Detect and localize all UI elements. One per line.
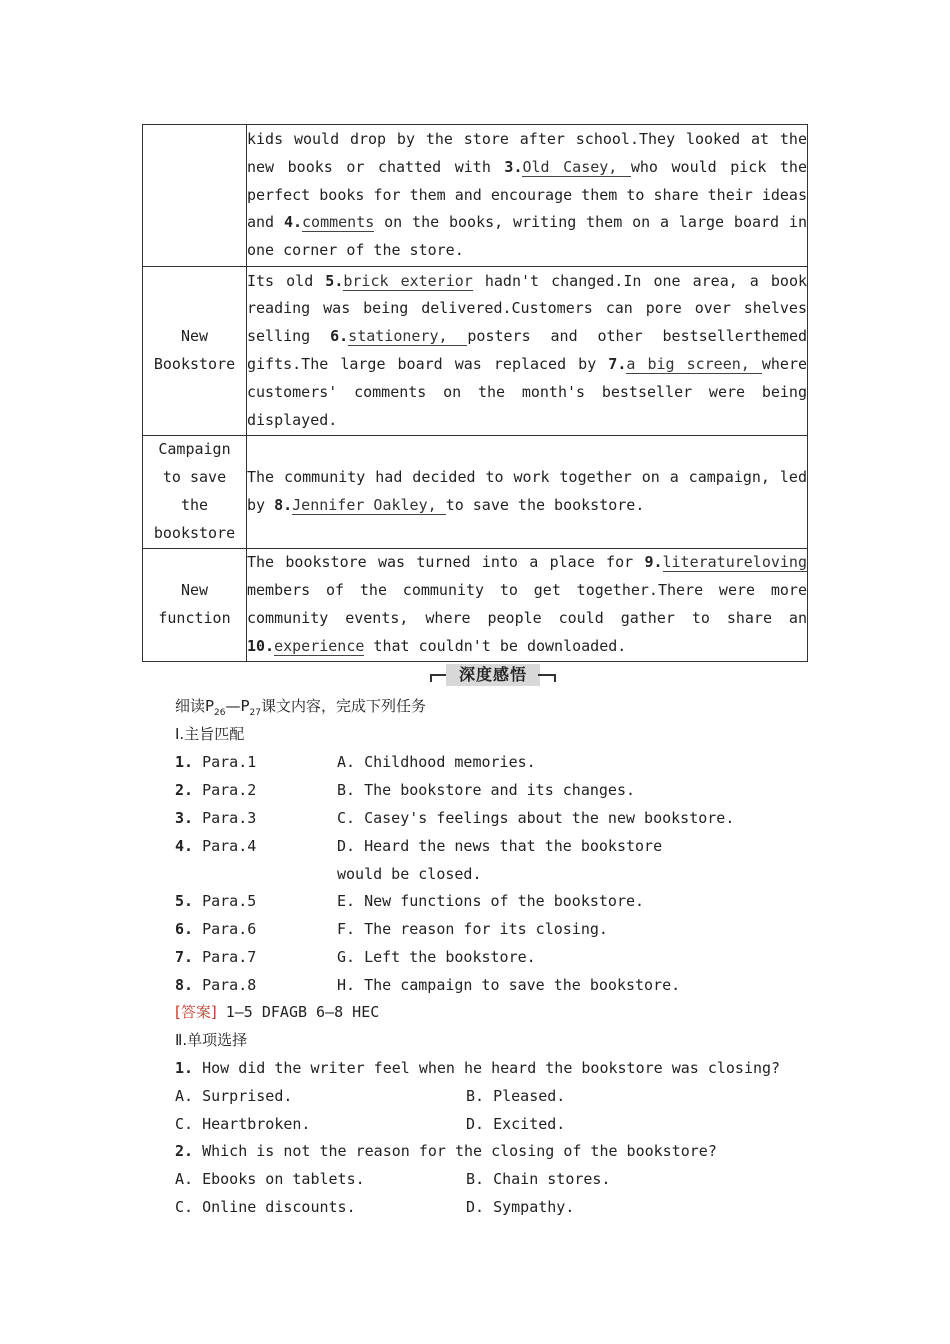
page-sub: 27 [249, 708, 261, 718]
list-item [175, 919, 256, 939]
question-number: 2. [175, 1142, 194, 1160]
item-number: 5. [175, 892, 194, 910]
answer-blank: Old Casey, [522, 157, 631, 176]
item-number: 8. [175, 976, 194, 994]
item-number: 6. [175, 920, 194, 938]
choice-c: C. Online discounts. [175, 1198, 356, 1216]
blank-number: 5. [325, 271, 344, 290]
question-number: 1. [175, 1059, 194, 1077]
text-span: to save the bookstore. [445, 496, 645, 514]
answer-blank: a big screen, [626, 355, 762, 373]
label-line: function [158, 609, 231, 627]
match-option: C. Casey's feelings about the new bookstore. [337, 809, 735, 827]
text-span: kids would drop by the store after school.They looked at the new books or chatted with [247, 130, 807, 176]
blank-number: 7. [608, 355, 627, 373]
choice-c: C. Heartbroken. [175, 1115, 311, 1133]
row-label [143, 267, 247, 436]
part2-title: Ⅱ.单项选择 [175, 1031, 248, 1049]
blank-number: 9. [644, 553, 663, 572]
match-option: H. The campaign to save the bookstore. [337, 976, 681, 994]
item-para: Para.1 [202, 753, 257, 771]
answer-blank: stationery, [348, 327, 468, 346]
section-title: 深度感悟 [446, 664, 540, 686]
text-span: who would pick the perfect books for them and encourage them to share their ideas and [247, 157, 807, 232]
blank-number: 4. [283, 213, 303, 232]
label-line: Bookstore [153, 355, 236, 373]
label-line: the [180, 496, 209, 514]
item-para: Para.6 [202, 920, 257, 938]
instruction-text: 课文内容，完成下列任务 [261, 697, 427, 715]
question-text: How did the writer feel when he heard the bookstore was closing? [193, 1059, 781, 1077]
instruction [175, 696, 426, 723]
text-span: Its old [247, 271, 326, 290]
item-para: Para.8 [202, 976, 257, 994]
choice-d: D. Sympathy. [466, 1198, 575, 1216]
list-item [175, 947, 256, 967]
match-option-cont: would be closed. [337, 865, 482, 883]
heading-tick-right [554, 674, 556, 682]
choice-a: A. Ebooks on tablets. [175, 1170, 365, 1188]
text-span: The community had decided to work together on a campaign, led by [247, 468, 807, 514]
row-text [247, 125, 808, 267]
section-heading [430, 664, 556, 686]
label-line: Campaign [158, 440, 231, 459]
answer-line [175, 1002, 379, 1022]
row-text [247, 549, 808, 662]
list-item [175, 752, 256, 772]
text-span: on the books, writing them on a large board in one corner of the store. [247, 213, 807, 260]
item-para: Para.5 [202, 892, 257, 910]
text-span: that couldn't be downloaded. [364, 636, 627, 655]
text-span: where customers' comments on the month's bestseller were being displayed. [247, 355, 808, 429]
item-number: 1. [175, 753, 194, 771]
choice-b: B. Pleased. [466, 1087, 566, 1105]
row-text [247, 267, 808, 436]
item-para: Para.4 [202, 837, 257, 855]
summary-table [142, 124, 808, 662]
question-stem [175, 1141, 717, 1161]
table-row [143, 125, 808, 267]
item-number: 7. [175, 948, 194, 966]
match-option: D. Heard the news that the bookstore [337, 837, 663, 855]
list-item [175, 891, 256, 911]
blank-number: 6. [330, 327, 349, 346]
table-row [143, 549, 808, 662]
text-span: hadn't changed.In one area, a book reading was being delivered.Customers can pore over shelves selling [247, 271, 808, 346]
answer-blank: brick exterior [343, 271, 473, 290]
match-option: A. Childhood memories. [337, 753, 536, 771]
match-option: G. Left the bookstore. [337, 948, 536, 966]
row-text [247, 436, 808, 549]
blank-number: 8. [274, 496, 293, 514]
label-line: bookstore [153, 523, 236, 542]
match-option: E. New functions of the bookstore. [337, 892, 645, 910]
item-para: Para.3 [202, 809, 257, 827]
item-para: Para.7 [202, 948, 257, 966]
table-row [143, 436, 808, 549]
row-label [143, 549, 247, 662]
blank-number: 3. [504, 157, 523, 176]
answer-blank: experience [274, 636, 365, 655]
instruction-text: 细读P [175, 697, 215, 715]
match-option: F. The reason for its closing. [337, 920, 608, 938]
part1-title: Ⅰ.主旨匹配 [175, 725, 245, 743]
item-number: 4. [175, 837, 194, 855]
choice-b: B. Chain stores. [466, 1170, 611, 1188]
instruction-text: —P [225, 697, 250, 715]
answer-blank: literatureloving [662, 553, 807, 572]
item-para: Para.2 [202, 781, 257, 799]
label-line: New [180, 581, 209, 600]
list-item [175, 975, 256, 995]
item-number: 2. [175, 781, 194, 799]
row-label [143, 125, 247, 267]
label-line: to save [162, 468, 227, 487]
answer-tag: [答案] [175, 1003, 217, 1021]
page-sub: 26 [214, 708, 226, 718]
list-item [175, 836, 256, 856]
question-stem [175, 1058, 780, 1078]
item-number: 3. [175, 809, 194, 827]
blank-number: 10. [247, 636, 275, 655]
match-option: B. The bookstore and its changes. [337, 781, 636, 799]
question-text: Which is not the reason for the closing of the bookstore? [193, 1142, 717, 1160]
choice-d: D. Excited. [466, 1115, 566, 1133]
answer-text: 1—5 DFAGB 6—8 HEC [216, 1003, 380, 1021]
text-span: The bookstore was turned into a place for [247, 553, 645, 572]
label-line: New [180, 327, 209, 346]
answer-blank: comments [302, 213, 375, 232]
text-span: posters and other bestsellerthemed gifts.The large board was replaced by [247, 327, 808, 373]
table-row [143, 267, 808, 436]
text-span: members of the community to get together.There were more community events, where people could gather to share an [247, 581, 807, 627]
list-item [175, 808, 256, 828]
row-label [143, 436, 247, 549]
answer-blank: Jennifer Oakley, [292, 496, 446, 514]
heading-tick-left [430, 674, 432, 682]
list-item [175, 780, 256, 800]
choice-a: A. Surprised. [175, 1087, 293, 1105]
